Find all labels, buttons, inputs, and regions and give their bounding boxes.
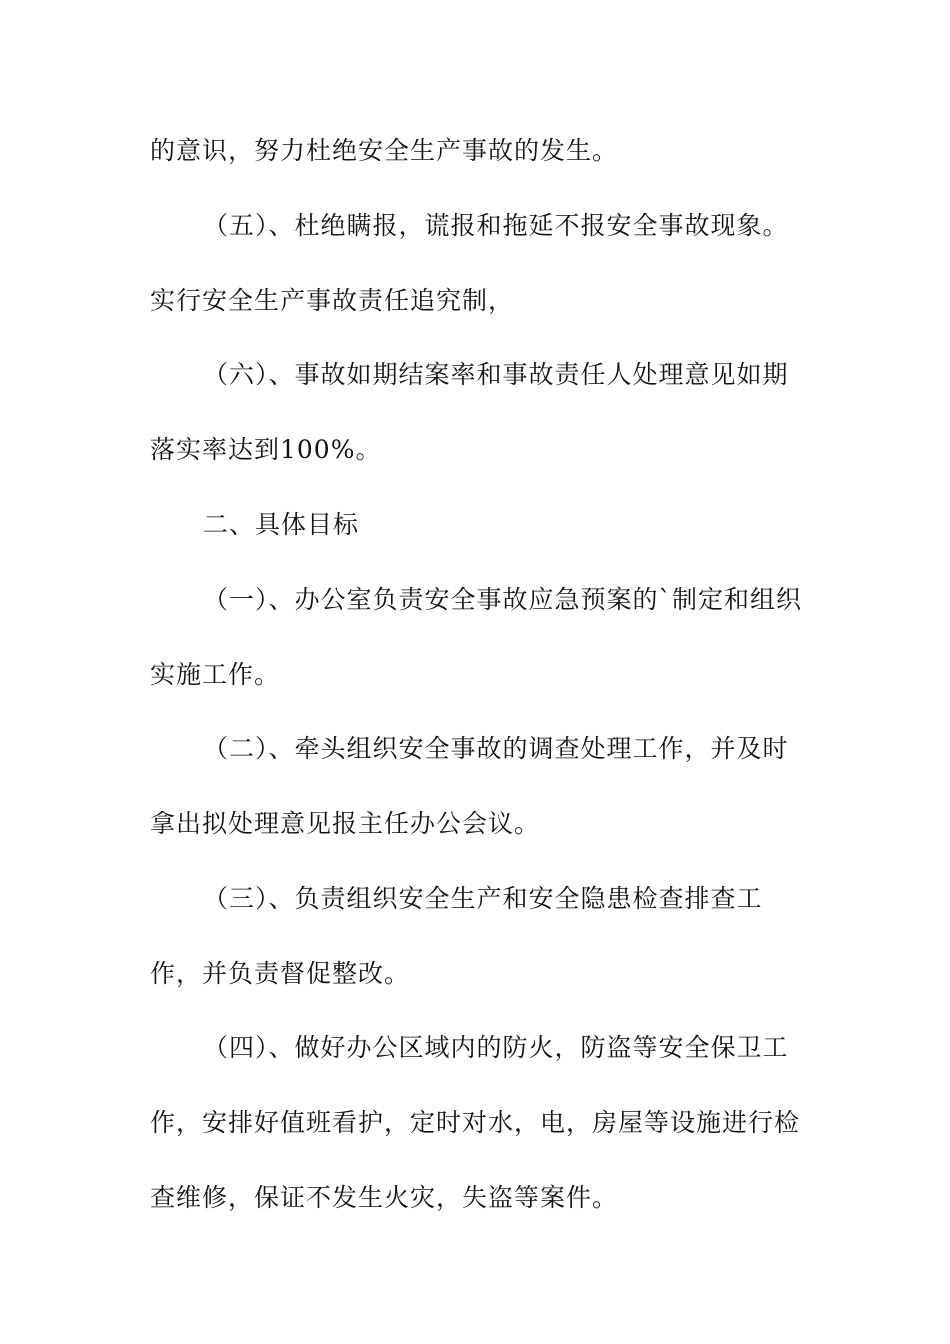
paragraph-heading: （六）、事故如期结案率和事故责任人处理意见如期 bbox=[203, 360, 789, 389]
text-line: 实施工作。 bbox=[150, 660, 281, 689]
paragraph-heading: （二）、牵头组织安全事故的调查处理工作，并及时 bbox=[203, 734, 789, 763]
paragraph-heading: （五）、杜绝瞒报，谎报和拖延不报安全事故现象。 bbox=[203, 211, 789, 240]
paragraph-heading: （三）、负责组织安全生产和安全隐患检查排查工 bbox=[203, 884, 763, 913]
paragraph-heading: （一）、办公室负责安全事故应急预案的`制定和组织 bbox=[203, 585, 803, 614]
text-line: 落实率达到100%。 bbox=[150, 435, 382, 464]
paragraph-heading: （四）、做好办公区域内的防火，防盗等安全保卫工 bbox=[203, 1033, 789, 1062]
text-line: 作，并负责督促整改。 bbox=[150, 959, 411, 988]
text-line: 查维修，保证不发生火灾，失盗等案件。 bbox=[150, 1183, 619, 1212]
section-heading: 二、具体目标 bbox=[203, 510, 360, 539]
text-line: 拿出拟处理意见报主任办公会议。 bbox=[150, 809, 541, 838]
text-line: 作，安排好值班看护，定时对水，电，房屋等设施进行检 bbox=[150, 1108, 801, 1137]
text-line: 的意识，努力杜绝安全生产事故的发生。 bbox=[150, 136, 619, 165]
text-line: 实行安全生产事故责任追究制， bbox=[150, 286, 515, 315]
